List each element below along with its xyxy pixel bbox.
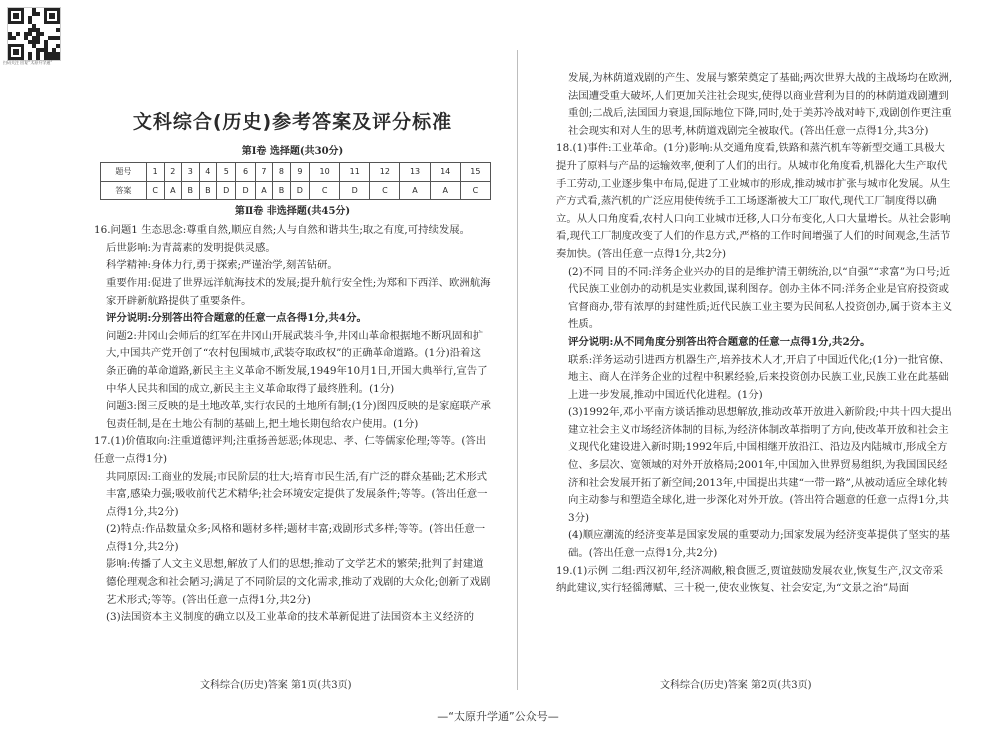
answer-cell: A <box>400 181 430 200</box>
answer-cell: C <box>370 181 400 200</box>
q16-problem1: 16.问题1 生态思念:尊重自然,顺应自然;人与自然和谐共生;取之有度,可持续发展。 <box>94 224 471 237</box>
wechat-notice: —“太原升学通”公众号— <box>437 710 559 723</box>
q17-part3: (3)法国资本主义制度的确立以及工业革命的技术革新促进了法国资本主义经济的 <box>106 611 474 624</box>
row-label: 答案 <box>101 181 147 200</box>
question-number-cell: 1 <box>146 163 164 182</box>
qr-module <box>12 36 16 40</box>
qr-code <box>7 7 61 61</box>
qr-module <box>13 13 19 19</box>
question-number-cell: 12 <box>370 163 400 182</box>
answer-table <box>100 162 491 200</box>
footer-left: 文科综合(历史)答案 第1页(共3页) <box>200 680 352 691</box>
answer-cell: C <box>146 181 164 200</box>
question-number-cell: 7 <box>255 163 272 182</box>
left-page <box>94 110 491 627</box>
q16-problem2: 问题2:井冈山会师后的红军在井冈山开展武装斗争,井冈山革命根据地不断巩固和扩大,中国共产党开创了“农村包围城市,武装夺取政权”的正确革命道路。(1分)沿着这条正确的革命道路,新民主主义革命不断发展,1949年10月1日,开国大典举行,宣告了中华人民共和国的成立,新民主主义革命取得了最终胜利。(1分) <box>106 329 488 395</box>
answer-table-answer-row <box>101 181 491 200</box>
qr-module <box>56 36 60 40</box>
answer-cell: B <box>199 181 217 200</box>
q17-part3-continued: 发展,为林荫道戏剧的产生、发展与繁荣奠定了基础;两次世界大战的主战场均在欧洲,法国遭受重大破坏,人们更加关注社会现实,使得以商业营利为目的的林荫道戏剧遭到重创;二战后,法国国力衰退,国际地位下降,同时,处于美苏冷战对峙下,戏剧创作更注重社会现实和对人生的思考,林荫道戏剧完全被取代。(答出任意一点得1分,共3分) <box>568 72 953 137</box>
question-number-cell: 9 <box>290 163 309 182</box>
q17-common-reason: 共同原因:工商业的发展;市民阶层的壮大;培育市民生活,有广泛的群众基础;艺术形式丰富,感染力强;吸收前代艺术精华;社会环境安定提供了发展条件;等等。(答出任意一点得1分,共2分) <box>106 470 488 518</box>
answer-cell: D <box>290 181 309 200</box>
qr-module <box>16 32 20 36</box>
question-number-cell: 4 <box>199 163 217 182</box>
page-title: 文科综合(历史)参考答案及评分标准 <box>132 111 453 133</box>
answer-cell: C <box>310 181 340 200</box>
qr-module <box>56 28 60 32</box>
q17-influence: 影响:传播了人文主义思想,解放了人们的思想;推动了文学艺术的繁荣;批判了封建道德伦理观念和社会陋习;满足了不同阶层的文化需求,推动了戏剧的大众化;创新了戏剧艺术形式;等等。(答出任意一点得1分,共2分) <box>106 558 491 606</box>
row-label: 题号 <box>101 163 147 182</box>
question-number-cell: 8 <box>273 163 291 182</box>
qr-module <box>56 44 60 48</box>
question-number-cell: 2 <box>164 163 181 182</box>
q18-part2: (2)不同 目的不同:洋务企业兴办的目的是维护清王朝统治,以“自强”“求富”为口号;近代民族工业创办的动机是实业救国,谋利图存。创办主体不同:洋务企业是官府投资或官督商办,带有浓厚的封建性质;近代民族工业主要为民间私人投资创办,属于资本主义性质。 <box>568 265 953 331</box>
question-number-cell: 11 <box>340 163 370 182</box>
q16-problem3: 问题3:图三反映的是土地改革,实行农民的土地所有制;(1分)图四反映的是家庭联产承包责任制,是在土地公有制的基础上,把土地长期包给农户使用。(1分) <box>106 400 491 430</box>
question-number-cell: 15 <box>460 163 490 182</box>
q17-part1: 17.(1)价值取向:注重道德评判;注重扬善惩恶;体现忠、孝、仁等儒家伦理;等等。(答出任意一点得1分) <box>94 435 487 465</box>
q16-scoring-note: 评分说明:分别答出符合题意的任意一点各得1分,共4分。 <box>106 312 367 325</box>
qr-module <box>40 32 44 36</box>
q18-connection: 联系:洋务运动引进西方机器生产,培养技术人才,开启了中国近代化;(1分)一批官僚、地主、商人在洋务企业的过程中积累经验,后来投资创办民族工业,民族工业在此基础上进一步发展,推动中国近代化进程。(1分) <box>568 353 950 401</box>
footer-right: 文科综合(历史)答案 第2页(共3页) <box>660 680 812 691</box>
q16-influence: 后世影响:为青蒿素的发明提供灵感。 <box>106 241 276 254</box>
question-number-cell: 13 <box>400 163 430 182</box>
answer-cell: D <box>340 181 370 200</box>
question-number-cell: 6 <box>236 163 255 182</box>
section-2-heading: 第Ⅱ卷 非选择题(共45分) <box>234 206 351 218</box>
q16-important-role: 重要作用:促进了世界远洋航海技术的发展;提升航行安全性;为郑和下西洋、欧洲航海家开辟新航路提供了重要条件。 <box>106 276 491 307</box>
answer-table-number-row <box>101 163 491 182</box>
q18-scoring-note: 评分说明:从不同角度分别答出符合题意的任意一点得1分,共2分。 <box>568 335 871 348</box>
qr-module <box>13 49 19 55</box>
page-divider <box>517 50 518 690</box>
answer-cell: D <box>236 181 255 200</box>
qr-module <box>49 13 55 19</box>
qr-module <box>36 12 40 16</box>
answer-cell: B <box>182 181 200 200</box>
right-page <box>556 70 953 598</box>
q18-part3: (3)1992年,邓小平南方谈话推动思想解放,推动改革开放进入新阶段;中共十四大提出建立社会主义市场经济体制的目标,为经济体制改革指明了方向,使改革开放和社会主义现代化建设进入新时期;1992年后,中国相继开放沿江、沿边及内陆城市,形成全方位、多层次、宽领域的对外开放格局;2001年,中国加入世界贸易组织,为我国国民经济和社会发展开拓了新空间;2013年,中国提出共建“一带一路”,从被动适应全球化转向主动参与和塑造全球化,进一步深化对外开放。(答出符合题意的任意一点得1分,共3分) <box>568 406 952 524</box>
answer-cell: A <box>164 181 181 200</box>
answer-cell: D <box>217 181 236 200</box>
q19-part1: 19.(1)示例 二组:西汉初年,经济凋敝,粮食匮乏,贾谊鼓励发展农业,恢复生产,汉文帝采纳此建议,实行轻徭薄赋、三十税一,使农业恢复、社会安定,为“文景之治”局面 <box>556 564 944 595</box>
answer-cell: A <box>430 181 460 200</box>
question-number-cell: 3 <box>182 163 200 182</box>
answer-cell: A <box>255 181 272 200</box>
q17-part2: (2)特点:作品数量众多;风格和题材多样;题材丰富;戏剧形式多样;等等。(答出任意一点得1分,共2分) <box>106 523 486 553</box>
question-number-cell: 5 <box>217 163 236 182</box>
section-1-heading: 第Ⅰ卷 选择题(共30分) <box>241 146 344 157</box>
answer-cell: C <box>460 181 490 200</box>
qr-module <box>36 40 40 44</box>
qr-caption: 扫码关注 回复“太原升学通” <box>3 60 53 65</box>
q18-part4: (4)顺应潮流的经济变革是国家发展的重要动力;国家发展为经济变革提供了坚实的基础。(答出任意一点得1分,共2分) <box>568 529 950 560</box>
answer-cell: B <box>273 181 291 200</box>
question-number-cell: 14 <box>430 163 460 182</box>
q18-part1: 18.(1)事件:工业革命。(1分)影响:从交通角度看,铁路和蒸汽机车等新型交通工具极大提升了原料与产品的运输效率,便利了人们的出行。从城市化角度看,机器化大生产取代手工劳动,工业逐步集中布局,促进了工业城市的形成,推动城市扩张与城市化发展。从生产方式看,蒸汽机的广泛应用使传统手工工场逐渐被大工厂取代,现代工厂制度得以确立。从人口角度看,农村人口向工业城市迁移,人口分布变化,人口大量增长。从社会影响看,现代工厂制度改变了人们的作息方式,严格的工作时间增强了人们的时间观念,生活节奏加快。(答出任意一点得1分,共2分) <box>556 142 951 260</box>
question-number-cell: 10 <box>310 163 340 182</box>
q16-science-spirit: 科学精神:身体力行,勇于探索;严谨治学,刻苦钻研。 <box>106 259 338 272</box>
